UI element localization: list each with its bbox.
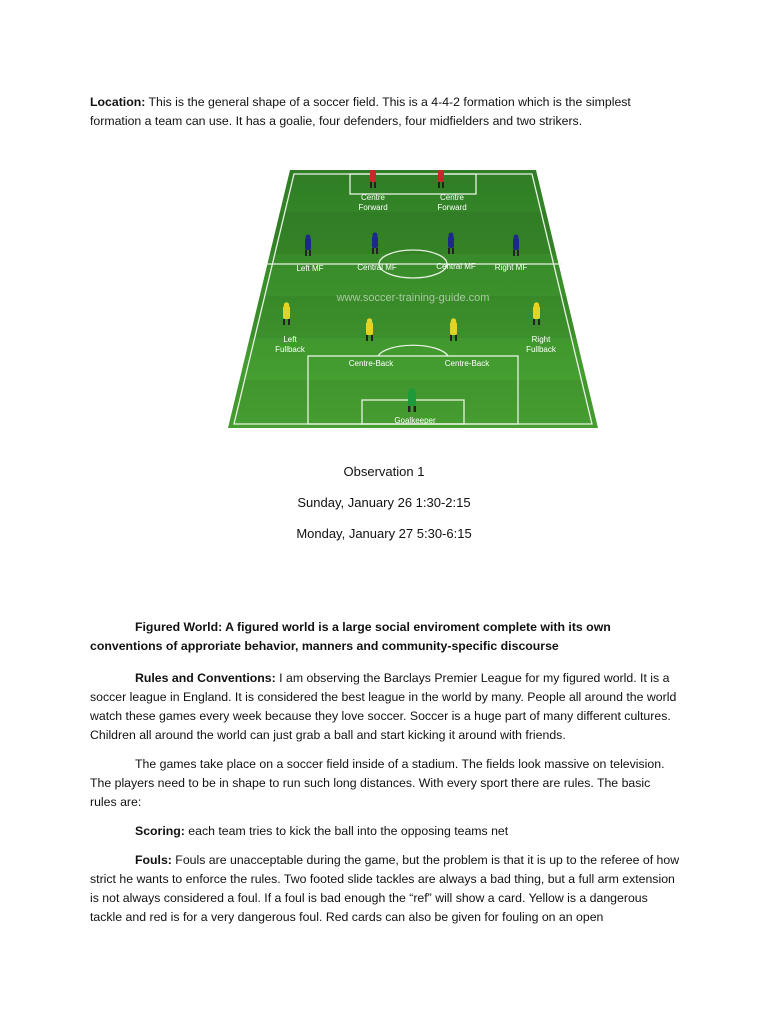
fouls-label: Fouls: — [135, 853, 172, 867]
label-cf-right-2: Forward — [437, 203, 467, 212]
location-paragraph — [90, 93, 680, 131]
label-left-fb-1: Left — [283, 335, 297, 344]
label-central-mf-2: Central MF — [436, 262, 476, 271]
label-left-fb-2: Fullback — [275, 345, 305, 354]
label-gk: Goalkeeper — [394, 416, 436, 425]
rules-paragraph — [90, 669, 680, 745]
fouls-paragraph — [90, 851, 680, 927]
label-cb-2: Centre-Back — [444, 359, 490, 368]
scoring-paragraph — [90, 822, 680, 841]
figured-world-text: Figured World: A figured world is a large social enviroment complete with its own conventions of approriate behavior, manners and community-specific discourse — [90, 620, 611, 653]
scoring-text: each team tries to kick the ball into the opposing teams net — [184, 824, 509, 838]
games-paragraph — [90, 755, 680, 812]
rules-text: I am observing the Barclays Premier League for my figured world. It is a soccer league in England. It is considered the best league in the world by many. People all around the world watch these games every week because they love soccer. Soccer is a huge part of many different cultures. Children all around the world can just grab a ball and start kicking it around with friends. — [90, 671, 677, 742]
label-right-fb-1: Right — [531, 335, 551, 344]
rules-label: Rules and Conventions: — [135, 671, 276, 685]
svg-text:CentreForward — [358, 193, 387, 212]
label-right-mf: Right MF — [494, 263, 528, 272]
formation-diagram — [228, 170, 598, 428]
label-left-mf: Left MF — [296, 264, 324, 273]
label-cb-1: Centre-Back — [348, 359, 394, 368]
svg-text:CentreForward — [437, 193, 466, 212]
observation-date-1: Sunday, January 26 1:30-2:15 — [297, 495, 471, 510]
observation-title: Observation 1 — [343, 464, 425, 479]
figured-world-paragraph — [90, 618, 680, 656]
label-cf-left-1: Centre — [360, 193, 386, 202]
label-right-fb-2: Fullback — [526, 345, 556, 354]
watermark: www.soccer-training-guide.com — [336, 292, 490, 304]
games-text: The games take place on a soccer field inside of a stadium. The fields look massive on television. The players need to be in shape to run such long distances. With every sport there are rules. The basic rules are: — [90, 757, 665, 809]
fouls-text: Fouls are unacceptable during the game, but the problem is that it is up to the referee of how strict he wants to enforce the rules. Two footed slide tackles are always a bad thing, but a full arm extension is not always considered a foul. If a foul is bad enough the “ref” will show a card. Yellow is a dangerous tackle and red is for a very dangerous foul. Red cards can also be given for fouling on an open — [90, 853, 680, 924]
label-cf-left-2: Forward — [358, 203, 388, 212]
scoring-label: Scoring: — [135, 824, 185, 838]
observation-date-2: Monday, January 27 5:30-6:15 — [296, 526, 472, 541]
location-label: Location: — [90, 95, 146, 109]
location-text: This is the general shape of a soccer field. This is a 4-4-2 formation which is the simplest formation a team can use. It has a goalie, four defenders, four midfielders and two strikers. — [90, 95, 631, 128]
label-central-mf-1: Central MF — [357, 263, 397, 272]
label-cf-right-1: Centre — [439, 193, 465, 202]
